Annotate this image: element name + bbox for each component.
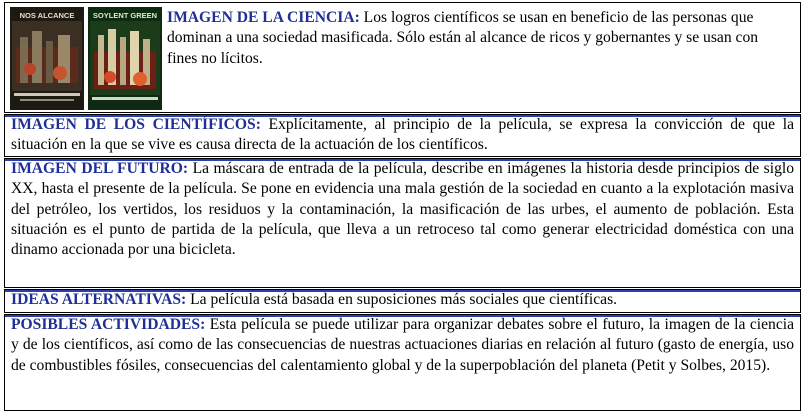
section-heading: IMAGEN DE LA CIENCIA: — [167, 9, 360, 26]
section-text: Los logros científicos se usan en beneficio de las personas que dominan a una sociedad masificada. Sólo están al alcance de ricos y gobernantes y se usan con fines no lícitos. — [167, 9, 759, 67]
section-imagen-cientificos — [4, 114, 801, 157]
poster-left-title: NOS ALCANCE — [19, 11, 75, 20]
section-heading: POSIBLES ACTIVIDADES: — [11, 316, 206, 333]
section-heading: IDEAS ALTERNATIVAS: — [11, 291, 187, 308]
section-text: La película está basada en suposiciones más sociales que científicas. — [186, 291, 618, 308]
section-heading: IMAGEN DE LOS CIENTÍFICOS: — [11, 116, 261, 133]
section-imagen-futuro — [4, 158, 801, 288]
section-imagen-ciencia — [4, 2, 801, 113]
section-heading: IMAGEN DEL FUTURO: — [11, 160, 189, 177]
section-body — [11, 115, 794, 156]
section-text: La máscara de entrada de la película, describe en imágenes la historia desde principios de siglo XX, hasta el presente de la película. Se pone en evidencia una mala gestión de la sociedad en cuanto a la explotación masiva del petróleo, los vertidos, los residuos y la contaminación, la masificación de las urbes, el aumento de población. Esta situación es el punto de partida de la película, que lleva a un retroceso tal como generar electricidad doméstica con una dinamo accionada por una bicicleta. — [11, 160, 794, 259]
section-body — [11, 290, 794, 310]
movie-posters-image — [10, 7, 162, 110]
section-text: Esta película se puede utilizar para organizar debates sobre el futuro, la imagen de la ciencia y de los científicos, así como de las consecuencias de nuestras actuaciones diarias en relación al futuro (gasto de energía, uso de combustibles fósiles, consecuencias del calentamiento global y de la superpoblación del planeta (Petit y Solbes, 2015). — [11, 316, 794, 374]
section-ideas-alternativas — [4, 289, 801, 313]
section-text: Explícitamente, al principio de la película, se expresa la convicción de que la situación en la que se vive es causa directa de la actuación de los científicos. — [11, 116, 794, 154]
section-body — [11, 159, 794, 260]
section-posibles-actividades — [4, 314, 801, 411]
section-body — [167, 8, 792, 69]
poster-right-title: SOYLENT GREEN — [92, 11, 158, 20]
section-body — [11, 315, 794, 376]
